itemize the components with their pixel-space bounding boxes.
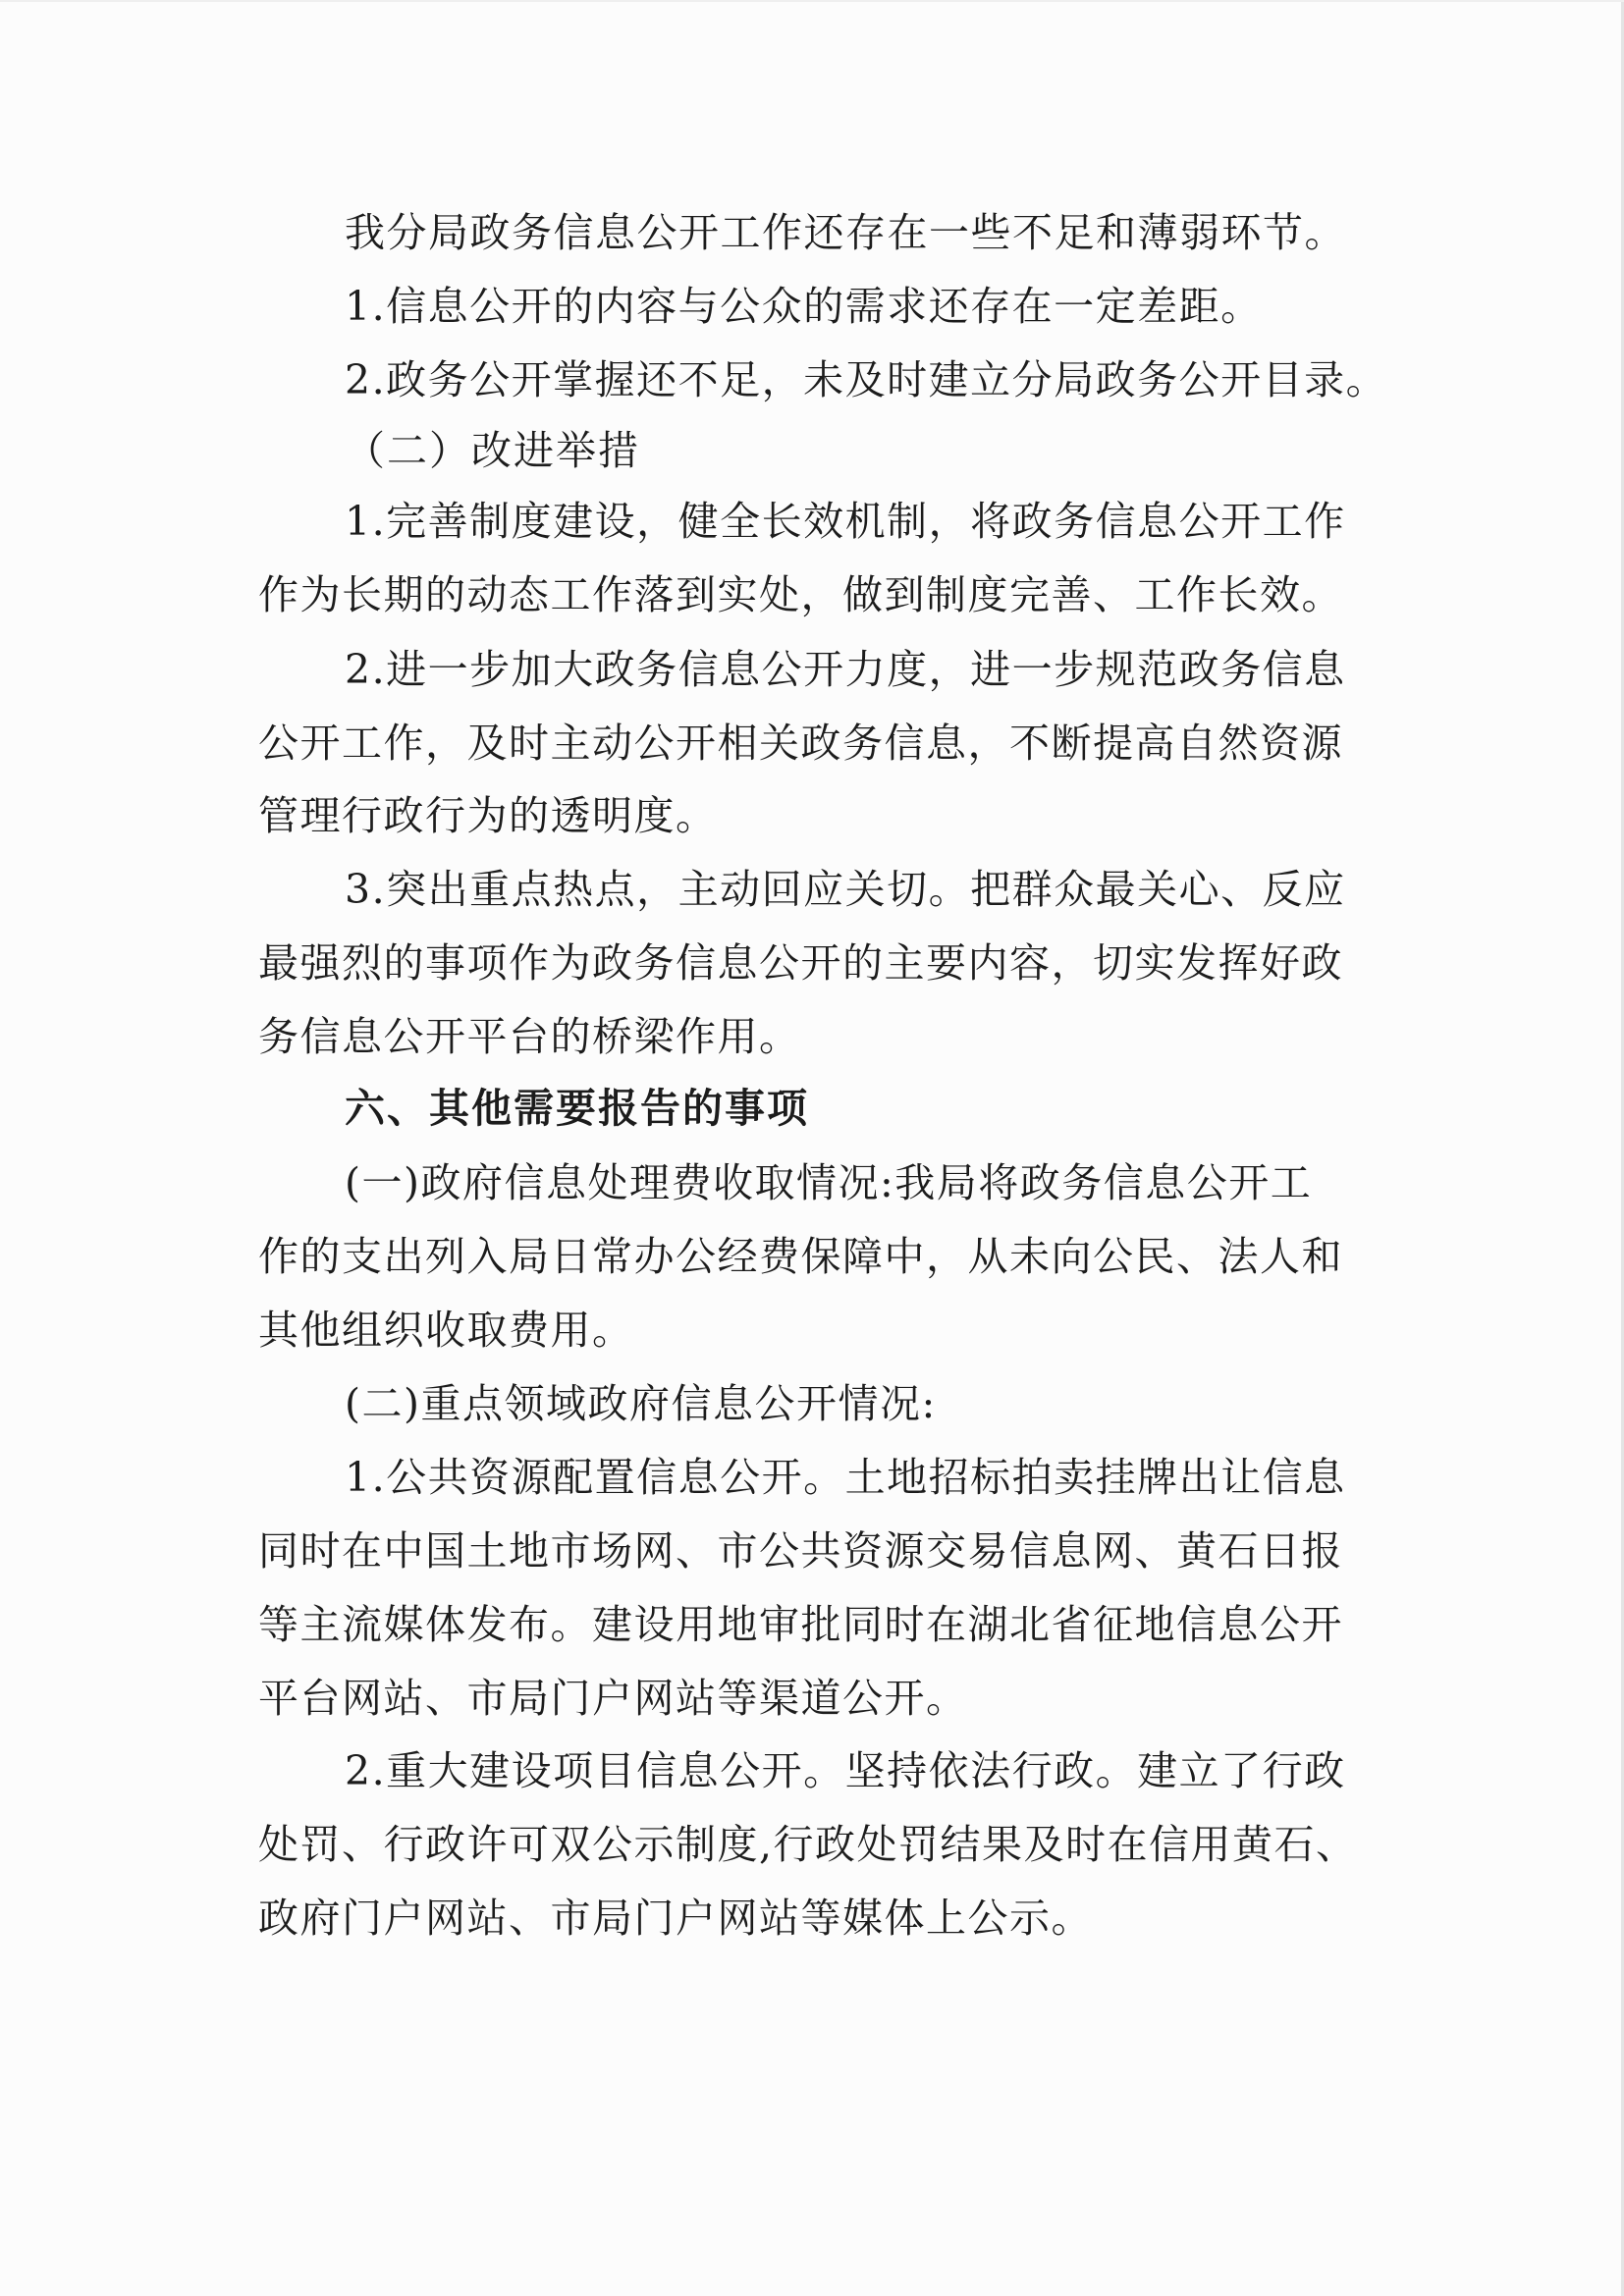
section-heading-improvement: （二）改进举措 [345, 427, 640, 474]
text-line-11: 最强烈的事项作为政务信息公开的主要内容，切实发挥好政 [258, 939, 1343, 987]
text-line-17: (二)重点领域政府信息公开情况: [345, 1380, 937, 1427]
text-line-1: 我分局政务信息公开工作还存在一些不足和薄弱环节。 [345, 209, 1346, 256]
section-heading-other-matters: 六、其他需要报告的事项 [345, 1085, 809, 1132]
text-line-12: 务信息公开平台的桥梁作用。 [258, 1013, 801, 1060]
text-line-19: 同时在中国土地市场网、市公共资源交易信息网、黄石日报 [258, 1527, 1343, 1575]
text-line-8: 公开工作，及时主动公开相关政务信息，不断提高自然资源 [258, 720, 1343, 767]
text-line-5: 1.完善制度建设，健全长效机制，将政务信息公开工作 [345, 498, 1346, 545]
text-line-3: 2.政务公开掌握还不足，未及时建立分局政务公开目录。 [345, 356, 1388, 403]
text-line-18: 1.公共资源配置信息公开。土地招标拍卖挂牌出让信息 [345, 1454, 1346, 1501]
text-line-15: 作的支出列入局日常办公经费保障中，从未向公民、法人和 [258, 1233, 1343, 1280]
text-line-23: 处罚、行政许可双公示制度,行政处罚结果及时在信用黄石、 [258, 1821, 1358, 1868]
text-line-9: 管理行政行为的透明度。 [258, 792, 718, 839]
text-line-24: 政府门户网站、市局门户网站等媒体上公示。 [258, 1895, 1093, 1942]
text-line-16: 其他组织收取费用。 [258, 1307, 634, 1354]
text-line-14: (一)政府信息处理费收取情况:我局将政务信息公开工 [345, 1159, 1313, 1206]
text-line-6: 作为长期的动态工作落到实处，做到制度完善、工作长效。 [258, 571, 1343, 618]
text-line-20: 等主流媒体发布。建设用地审批同时在湖北省征地信息公开 [258, 1601, 1343, 1648]
text-line-22: 2.重大建设项目信息公开。坚持依法行政。建立了行政 [345, 1747, 1346, 1794]
text-line-2: 1.信息公开的内容与公众的需求还存在一定差距。 [345, 283, 1263, 330]
text-line-7: 2.进一步加大政务信息公开力度，进一步规范政务信息 [345, 646, 1346, 693]
text-line-21: 平台网站、市局门户网站等渠道公开。 [258, 1675, 968, 1722]
text-line-10: 3.突出重点热点，主动回应关切。把群众最关心、反应 [345, 866, 1346, 913]
